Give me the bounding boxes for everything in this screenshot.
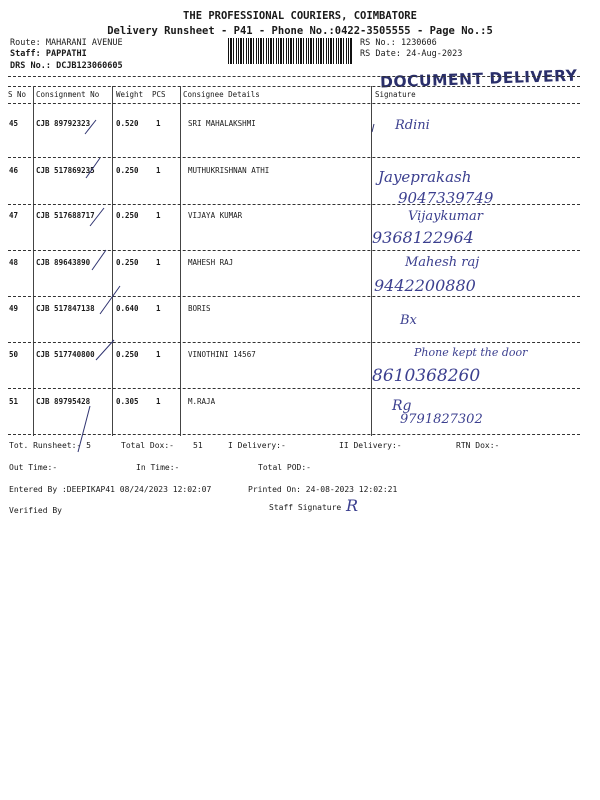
col-header-signature: Signature: [375, 90, 416, 99]
row-consignee: MAHESH RAJ: [188, 258, 234, 267]
row-phone: 9368122964: [372, 228, 474, 247]
pen-tick-mark: [85, 120, 96, 134]
route-line: [10, 38, 123, 48]
row-sno: 51: [9, 397, 19, 406]
document-delivery-stamp: DOCUMENT DELIVERY: [379, 66, 578, 92]
rs-no-label: RS No.:: [360, 38, 396, 48]
pen-tick-mark: [96, 340, 114, 360]
pen-tick-mark: [100, 286, 120, 314]
row-weight: 0.250: [116, 211, 139, 220]
company-title: THE PROFESSIONAL COURIERS, COIMBATORE: [183, 10, 417, 22]
col-header-consignee: Consignee Details: [183, 90, 260, 99]
row-sno: 50: [9, 350, 19, 359]
row-signature: Vijaykumar: [408, 209, 483, 224]
drs-label: DRS No.:: [10, 61, 51, 71]
row-sno: 48: [9, 258, 19, 267]
drs-value: DCJB123060605: [56, 61, 123, 71]
row-pcs: 1: [156, 119, 161, 128]
runsheet-subtitle: Delivery Runsheet - P41 - Phone No.:0422-3505555 - Page No.:5: [107, 25, 493, 37]
row-signature: Rg: [392, 398, 412, 414]
staff-signature-mark: R: [346, 496, 359, 515]
row-weight: 0.640: [116, 304, 139, 313]
row-weight: 0.305: [116, 397, 139, 406]
row-consignee: SRI MAHALAKSHMI: [188, 119, 256, 128]
row-consignment: CJB 517847138: [36, 304, 95, 313]
row-sno: 46: [9, 166, 19, 175]
row-consignment: CJB 517688717: [36, 211, 95, 220]
staff-label: Staff:: [10, 49, 41, 59]
rtn-dox: RTN Dox:-: [456, 441, 500, 450]
total-pod: Total POD:-: [258, 463, 311, 472]
header-rule-mid: [8, 86, 580, 87]
i-delivery: I Delivery:-: [228, 441, 286, 450]
row-weight: 0.250: [116, 258, 139, 267]
pen-stroke: [372, 124, 374, 132]
rs-date-label: RS Date:: [360, 49, 401, 59]
row-sno: 47: [9, 211, 19, 220]
row-signature: Rdini: [395, 118, 430, 133]
staff-signature-label: Staff Signature: [269, 503, 342, 512]
entered-by: Entered By :DEEPIKAP41 08/24/2023 12:02:07: [9, 485, 212, 494]
route-value: MAHARANI AVENUE: [45, 38, 123, 48]
rs-no-value: 1230606: [400, 38, 437, 48]
total-dox-label: Total Dox:-: [121, 441, 174, 450]
total-dox-value: 51: [193, 441, 203, 450]
pen-tick-mark: [92, 250, 106, 270]
row-sno: 49: [9, 304, 19, 313]
row-consignee: VIJAYA KUMAR: [188, 211, 243, 220]
row-consignment: CJB 89792323: [36, 119, 91, 128]
row-consignee: M.RAJA: [188, 397, 216, 406]
staff-value: PAPPATHI: [45, 49, 87, 59]
header-rule-top: [8, 76, 580, 77]
row-consignment: CJB 89643890: [36, 258, 91, 267]
row-phone: 9442200880: [374, 276, 476, 295]
row-phone: 8610368260: [372, 366, 481, 386]
row-consignee: BORIS: [188, 304, 211, 313]
rs-date-line: [360, 49, 462, 59]
verified-by: Verified By: [9, 506, 62, 515]
row-pcs: 1: [156, 211, 161, 220]
row-weight: 0.250: [116, 350, 139, 359]
row-pcs: 1: [156, 350, 161, 359]
pen-marks: [30, 100, 130, 460]
row-signature: Mahesh raj: [405, 255, 480, 270]
printed-on: Printed On: 24-08-2023 12:02:21: [248, 485, 398, 494]
row-weight: 0.250: [116, 166, 139, 175]
col-header-sno: S No: [8, 90, 27, 99]
row-consignment: CJB 517869235: [36, 166, 95, 175]
barcode-image: [228, 38, 352, 64]
tot-runsheet: Tot. Runsheet:- 5: [9, 441, 91, 450]
route-label: Route:: [10, 38, 41, 48]
row-phone: 9047339749: [398, 189, 494, 207]
pen-tick-mark: [86, 158, 100, 178]
drs-line: [10, 61, 123, 71]
row-weight: 0.520: [116, 119, 139, 128]
rs-no-line: [360, 38, 437, 48]
pen-tick-mark: [90, 208, 104, 226]
row-signature: Phone kept the door: [414, 346, 528, 359]
col-header-consignment: Consignment No: [36, 90, 100, 99]
col-header-weight: Weight: [116, 90, 144, 99]
row-pcs: 1: [156, 258, 161, 267]
row-signature: Bx: [400, 313, 417, 328]
row-consignee: VINOTHINI 14567: [188, 350, 256, 359]
ii-delivery: II Delivery:-: [339, 441, 402, 450]
rs-date-value: 24-Aug-2023: [406, 49, 463, 59]
row-signature: Jayeprakash: [378, 168, 472, 186]
row-consignee: MUTHUKRISHNAN ATHI: [188, 166, 270, 175]
row-sno: 45: [9, 119, 19, 128]
row-pcs: 1: [156, 166, 161, 175]
row-consignment: CJB 517740800: [36, 350, 95, 359]
in-time: In Time:-: [136, 463, 180, 472]
row-pcs: 1: [156, 397, 161, 406]
column-divider: [180, 86, 181, 436]
out-time: Out Time:-: [9, 463, 58, 472]
staff-line: [10, 49, 87, 59]
row-phone: 9791827302: [400, 412, 483, 427]
row-consignment: CJB 89795428: [36, 397, 91, 406]
row-pcs: 1: [156, 304, 161, 313]
signature-column-stroke: [368, 118, 380, 438]
col-header-pcs: PCS: [152, 90, 166, 99]
